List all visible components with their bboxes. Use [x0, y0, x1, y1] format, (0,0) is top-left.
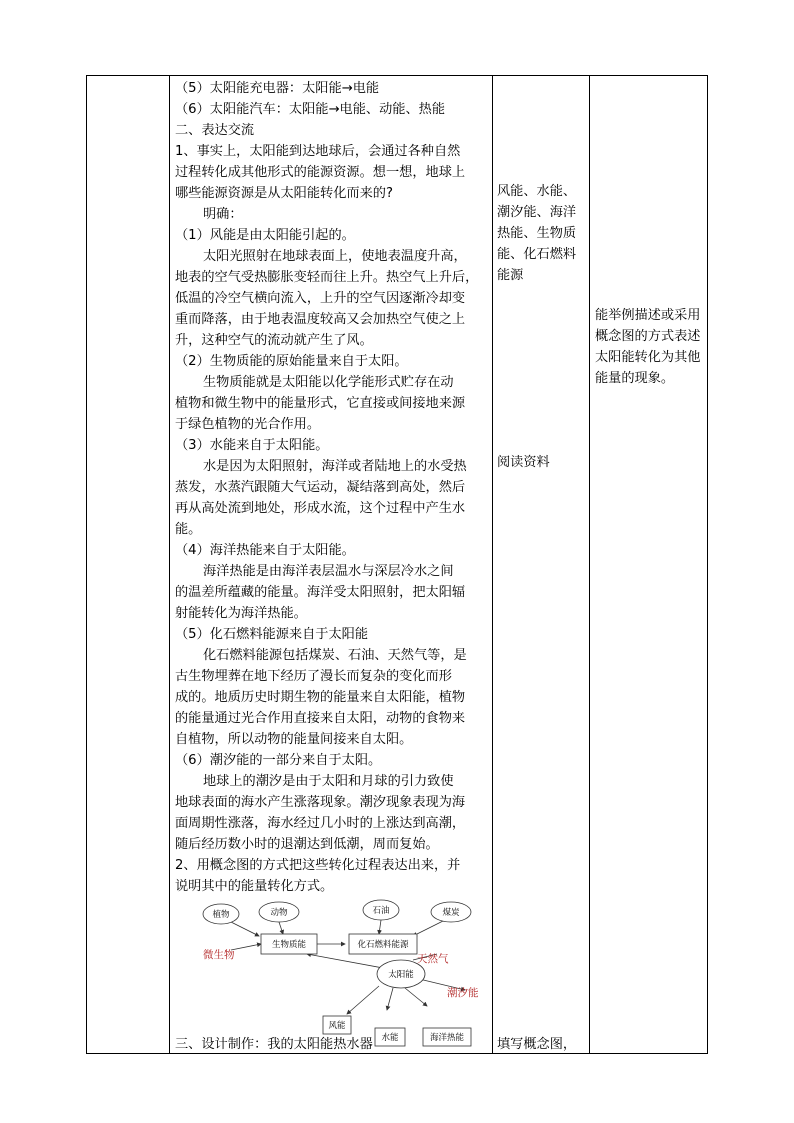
content-line: 水是因为太阳照射，海洋或者陆地上的水受热 [203, 459, 467, 474]
content-line: （2）生物质能的原始能量来自于太阳。 [175, 354, 408, 369]
content-line: 明确： [203, 207, 243, 222]
teaching-content [175, 78, 493, 897]
content-line: （5）太阳能充电器：太阳能→电能 [175, 81, 380, 96]
content-line: 哪些能源资源是从太阳能转化而来的? [175, 186, 393, 201]
label-tidal: 潮汐能 [447, 987, 479, 999]
content-line: 化石燃料能源包括煤炭、石油、天然气等，是 [203, 648, 467, 663]
edge-sun-water [387, 988, 393, 1010]
node-tidal-anchor [463, 982, 479, 984]
content-line: 太阳光照射在地球表面上，使地表温度升高， [203, 249, 467, 264]
content-line: 自植物，所以动物的能量间接来自太阳。 [175, 732, 413, 747]
content-line: 重而降落，由于地表温度较高又会加热空气使之上 [175, 312, 466, 327]
content-line: 的能量通过光合作用直接来自太阳，动物的食物来 [175, 711, 466, 726]
concept-diagram [201, 898, 481, 1048]
section-three-heading: 三、设计制作：我的太阳能热水器 [175, 1037, 373, 1052]
label-ocean: 海洋热能 [429, 1033, 465, 1043]
content-line: （6）潮汐能的一部分来自于太阳。 [175, 753, 382, 768]
label-plant: 植物 [212, 910, 230, 920]
content-line: 的温差所蕴藏的能量。海洋受太阳照射，把太阳辐 [175, 585, 466, 600]
concept-map-svg [201, 898, 481, 1048]
edge-sun-ocean [405, 988, 427, 1006]
label-microbe: 微生物 [203, 949, 235, 961]
content-line: 低温的冷空气横向流入，上升的空气因逐渐冷却变 [175, 291, 466, 306]
column-divider [589, 76, 590, 1053]
label-wind: 风能 [328, 1021, 346, 1031]
edge-coal-fossil [413, 920, 445, 936]
content-line: 二、表达交流 [175, 123, 255, 138]
edge-petroleum-fossil [379, 920, 381, 934]
content-line: 再从高处流到地处，形成水流，这个过程中产生水 [175, 501, 466, 516]
edge-sun-wind [347, 986, 379, 1014]
learning-objective [595, 305, 703, 389]
label-water: 水能 [381, 1033, 399, 1043]
column-divider [169, 76, 170, 1053]
label-natural-gas: 天然气 [417, 953, 449, 965]
content-line: （6）太阳能汽车：太阳能→电能、动能、热能 [175, 102, 446, 117]
content-line: 面周期性涨落，海水经过几小时的上涨达到高潮， [175, 816, 466, 831]
student-activity-footer: 填写概念图， [497, 1037, 577, 1052]
label-fossil: 化石燃料能源 [357, 940, 409, 950]
content-line: 蒸发，水蒸汽跟随大气运动，凝结落到高处，然后 [175, 480, 466, 495]
edge-sun-biomass [307, 954, 383, 968]
content-line: 射能转化为海洋热能。 [175, 606, 307, 621]
lesson-table [86, 75, 708, 1054]
content-line: 地球上的潮汐是由于太阳和月球的引力致使 [203, 774, 454, 789]
label-coal: 煤炭 [442, 908, 460, 918]
objective-text: 能举例描述或采用概念图的方式表述太阳能转化为其他能量的现象。 [595, 308, 701, 386]
content-line: 植物和微生物中的能量形式，它直接或间接地来源 [175, 396, 466, 411]
label-petroleum: 石油 [372, 906, 390, 916]
activity-text: 阅读资料 [497, 455, 550, 470]
content-line: 随后经历数小时的退潮达到低潮，周而复始。 [175, 837, 439, 852]
content-line: （1）风能是由太阳能引起的。 [175, 228, 355, 243]
student-activity-2 [497, 452, 589, 473]
activity-text: 风能、水能、潮汐能、海洋热能、生物质能、化石燃料能源 [497, 184, 577, 283]
content-line: （3）水能来自于太阳能。 [175, 438, 329, 453]
edge-animal-biomass [279, 922, 283, 934]
content-line: 过程转化成其他形式的能源资源。想一想，地球上 [175, 165, 466, 180]
content-line: 2、用概念图的方式把这些转化过程表达出来，并 [175, 858, 461, 873]
content-line: 于绿色植物的光合作用。 [175, 417, 321, 432]
content-line: 能。 [175, 522, 202, 537]
content-line: 升，这种空气的流动就产生了风。 [175, 333, 373, 348]
content-line: 生物质能就是太阳能以化学能形式贮存在动 [203, 375, 454, 390]
content-line: 1、事实上，太阳能到达地球后，会通过各种自然 [175, 144, 461, 159]
content-line: 成的。地质历史时期生物的能量来自太阳能，植物 [175, 690, 466, 705]
content-line: 说明其中的能量转化方式。 [175, 879, 334, 894]
edge-microbe-biomass [231, 944, 261, 950]
student-activity-1 [497, 181, 589, 286]
label-biomass: 生物质能 [271, 940, 307, 950]
content-line: 地球表面的海水产生涨落现象。潮汐现象表现为海 [175, 795, 466, 810]
content-line: 地表的空气受热膨胀变轻而往上升。热空气上升后， [175, 270, 479, 285]
label-sun: 太阳能 [388, 970, 414, 980]
label-animal: 动物 [270, 908, 288, 918]
content-line: 古生物埋葬在地下经历了漫长而复杂的变化而形 [175, 669, 452, 684]
content-line: （5）化石燃料能源来自于太阳能 [175, 627, 369, 642]
content-line: （4）海洋热能来自于太阳能。 [175, 543, 355, 558]
content-line: 海洋热能是由海洋表层温水与深层冷水之间 [203, 564, 454, 579]
